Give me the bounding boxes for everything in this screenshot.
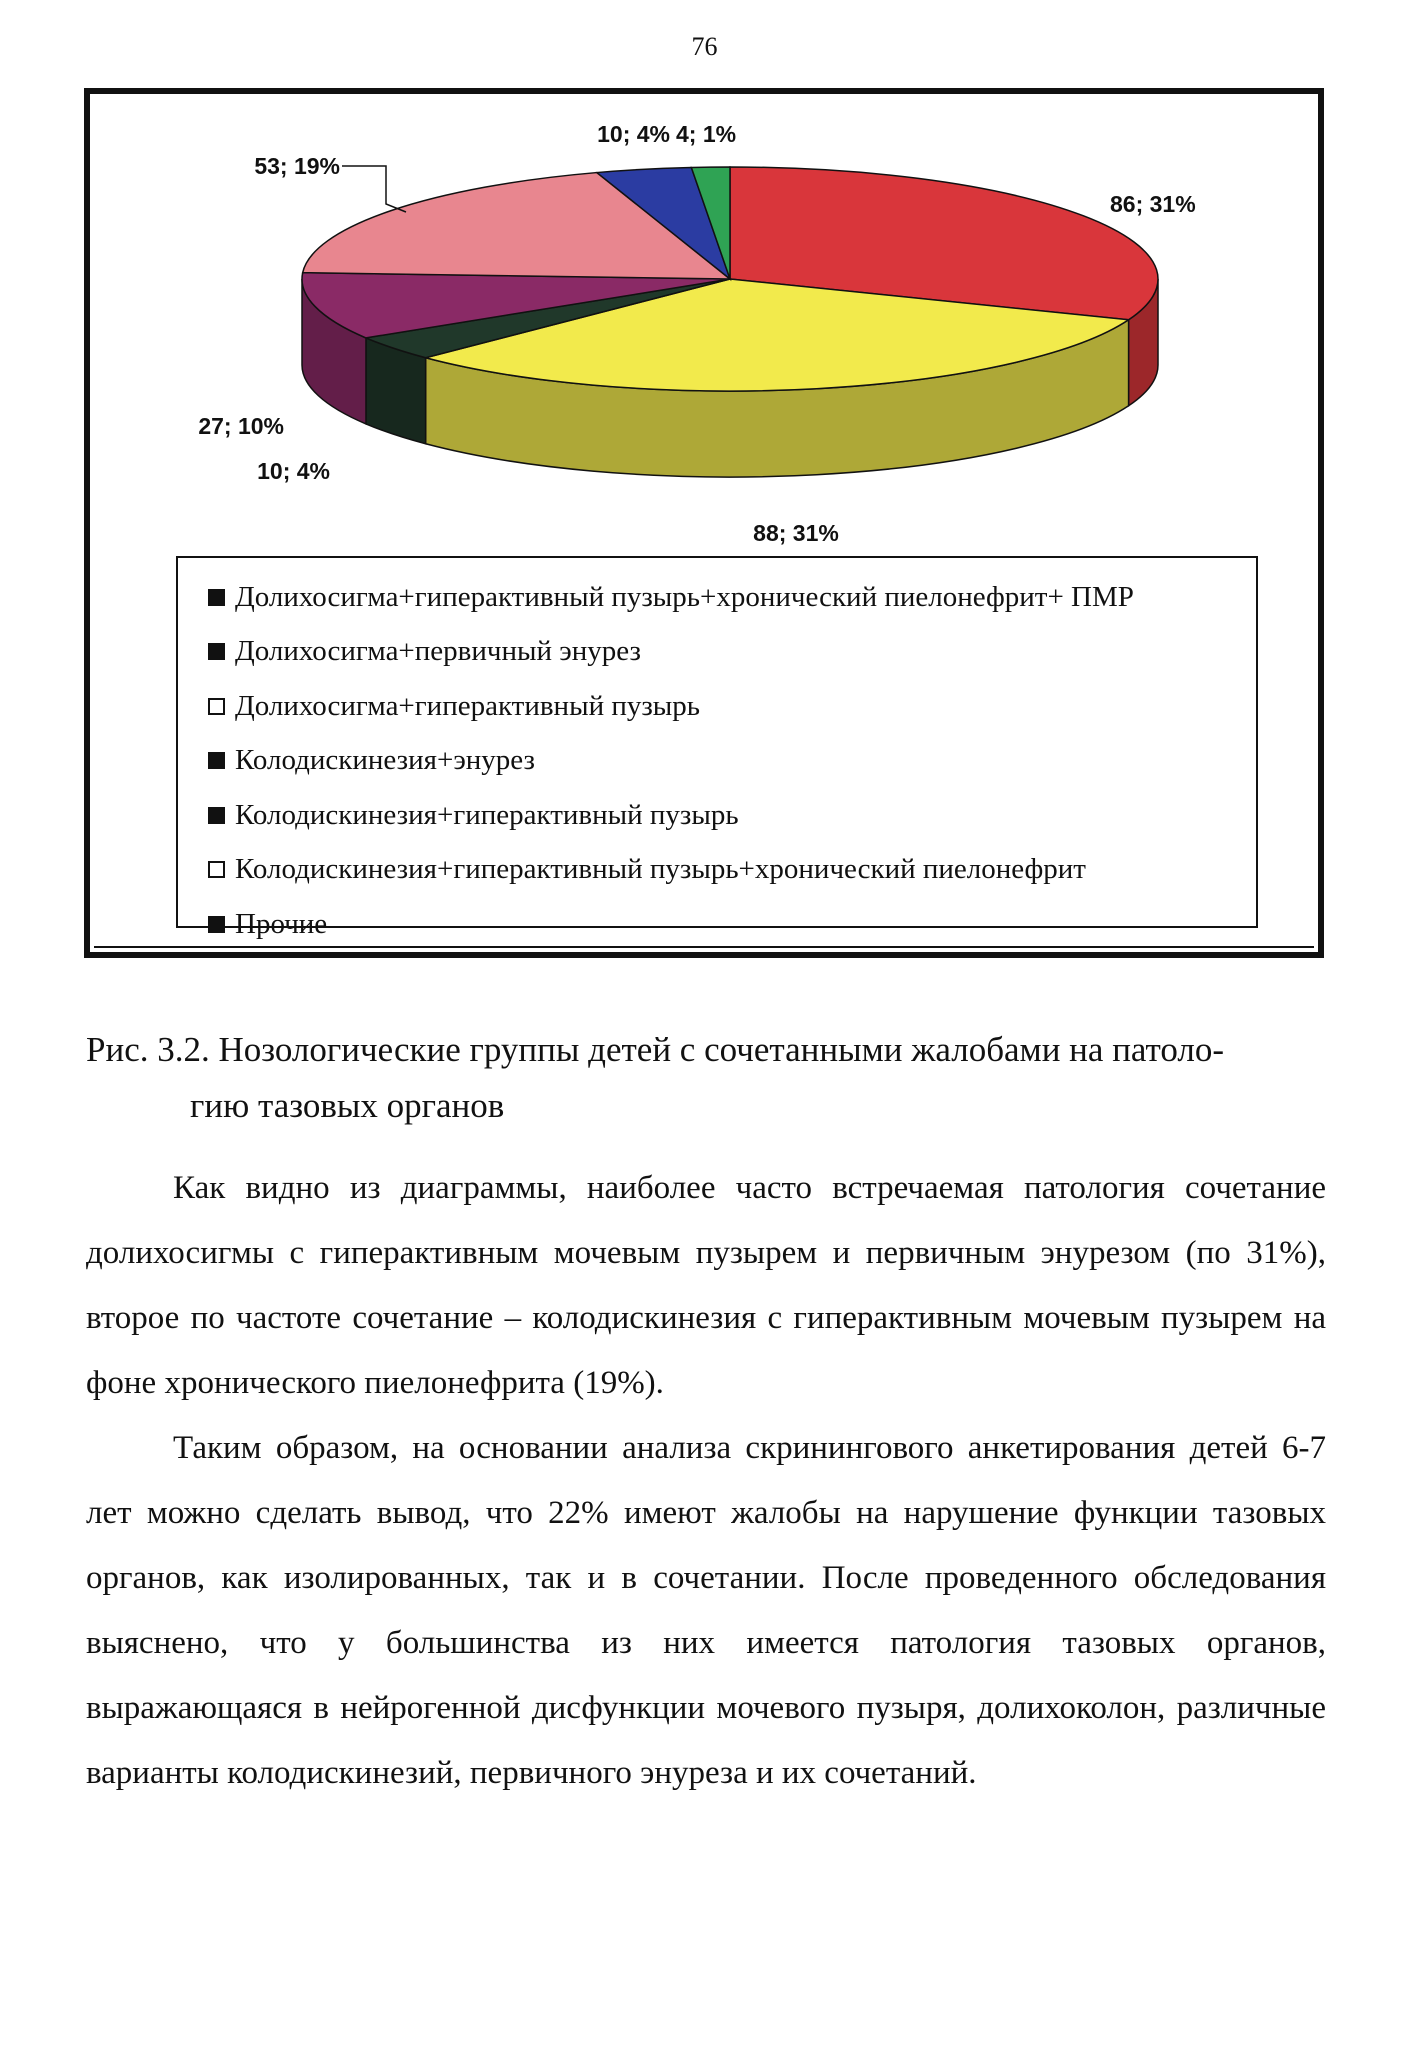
legend-label: Колодискинезия+гиперактивный пузырь <box>235 798 739 831</box>
pie-data-label: 53; 19% <box>254 153 340 179</box>
legend-marker <box>208 916 225 933</box>
legend-item <box>208 570 1256 625</box>
pie-data-label: 88; 31% <box>753 520 839 546</box>
legend-marker <box>208 861 225 878</box>
legend-item <box>208 897 1256 952</box>
pie-data-label: 10; 4% <box>257 458 330 484</box>
figure-caption <box>86 1022 1326 1134</box>
legend-marker <box>208 589 225 606</box>
legend-label: Долихосигма+первичный энурез <box>235 635 641 668</box>
legend-marker <box>208 698 225 715</box>
page-number: 76 <box>691 32 718 61</box>
body-text <box>86 1156 1326 1806</box>
chart-legend <box>176 556 1258 940</box>
pie-data-label: 10; 4% <box>597 121 670 147</box>
caption-line: гию тазовых органов <box>190 1086 505 1125</box>
pie-data-label: 27; 10% <box>198 413 284 439</box>
legend-marker <box>208 643 225 660</box>
legend-item <box>208 788 1256 843</box>
legend-label: Долихосигма+гиперактивный пузырь <box>235 689 701 722</box>
paragraph: Таким образом, на основании анализа скринингового анкетирования детей 6-7 лет можно сделать вывод, что 22% имеют жалобы на нарушение функции тазовых органов, как изолированных, так и в сочетании. После проведенного обследования выяснено, что у большинства из них имеется патология тазовых органов, выражающаяся в нейрогенной дисфункции мочевого пузыря, долихоколон, различные варианты колодискинезий, первичного энуреза и их сочетаний. <box>86 1430 1326 1791</box>
paragraph: Как видно из диаграммы, наиболее часто встречаемая патология сочетание долихосигмы с гиперактивным мочевым пузырем и первичным энурезом (по 31%), второе по частоте сочетание – колодискинезия с гиперактивным мочевым пузырем на фоне хронического пиелонефрита (19%). <box>86 1170 1326 1401</box>
legend-item <box>208 625 1256 680</box>
figure-frame <box>84 88 1324 958</box>
legend-label: Колодискинезия+энурез <box>235 744 535 777</box>
legend-label: Прочие <box>235 907 328 940</box>
legend-item <box>208 679 1256 734</box>
pie-chart <box>90 94 1318 554</box>
pie-data-label: 86; 31% <box>1110 191 1196 217</box>
legend-item <box>208 843 1256 898</box>
caption-line: Рис. 3.2. Нозологические группы детей с сочетанными жалобами на патоло- <box>86 1030 1225 1069</box>
pie-leader-line <box>342 166 406 212</box>
legend-marker <box>208 752 225 769</box>
legend-label: Долихосигма+гиперактивный пузырь+хронический пиелонефрит+ ПМР <box>235 580 1134 613</box>
legend-label: Колодискинезия+гиперактивный пузырь+хронический пиелонефрит <box>235 853 1086 886</box>
legend-item <box>208 734 1256 789</box>
pie-data-label: 4; 1% <box>676 121 737 147</box>
legend-marker <box>208 807 225 824</box>
